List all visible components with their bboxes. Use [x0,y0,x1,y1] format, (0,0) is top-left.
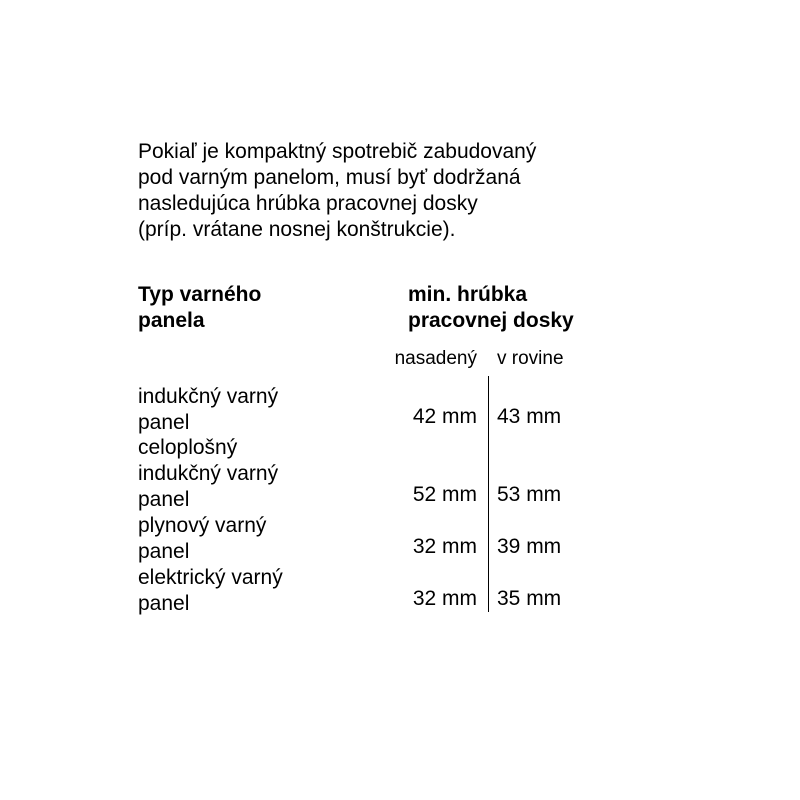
row-label-line: plynový varný [138,514,267,537]
row-value-flush: 53 mm [497,483,562,506]
row-label-line: panel [138,488,190,511]
row-label [138,513,266,565]
row-value-mounted: 32 mm [412,587,477,610]
row-label-line: elektrický varný [138,566,283,589]
row-label-line: indukčný varný [138,385,279,408]
intro-line: pod varným panelom, musí byť dodržaná [138,166,521,189]
column-header-type [138,282,261,334]
column-header-type-line: Typ varného [138,283,262,306]
row-value-mounted: 52 mm [412,483,477,506]
row-value-mounted: 32 mm [412,535,477,558]
row-value-flush: 39 mm [497,535,562,558]
subheader-mounted: nasadený [394,348,477,369]
column-header-type-line: panela [138,309,205,332]
row-label-line: indukčný varný [138,462,279,485]
row-value-flush: 43 mm [497,405,562,428]
column-header-min-line: pracovnej dosky [408,309,574,332]
row-label-line: panel [138,592,190,615]
row-value-mounted: 42 mm [412,405,477,428]
row-label-line: panel [138,411,190,434]
intro-paragraph [138,139,698,243]
row-label [138,565,283,617]
row-label-line: panel [138,540,190,563]
intro-line: nasledujúca hrúbka pracovnej dosky [138,192,478,215]
subheader-flush: v rovine [497,348,564,369]
row-label [138,435,278,513]
row-value-flush: 35 mm [497,587,562,610]
intro-line: Pokiaľ je kompaktný spotrebič zabudovaný [138,140,537,163]
row-label-line: celoplošný [138,436,238,459]
column-divider [488,376,489,612]
row-label [138,384,278,436]
column-header-min-thickness [408,282,574,334]
column-header-min-line: min. hrúbka [408,283,528,306]
intro-line: (príp. vrátane nosnej konštrukcie). [138,218,456,241]
